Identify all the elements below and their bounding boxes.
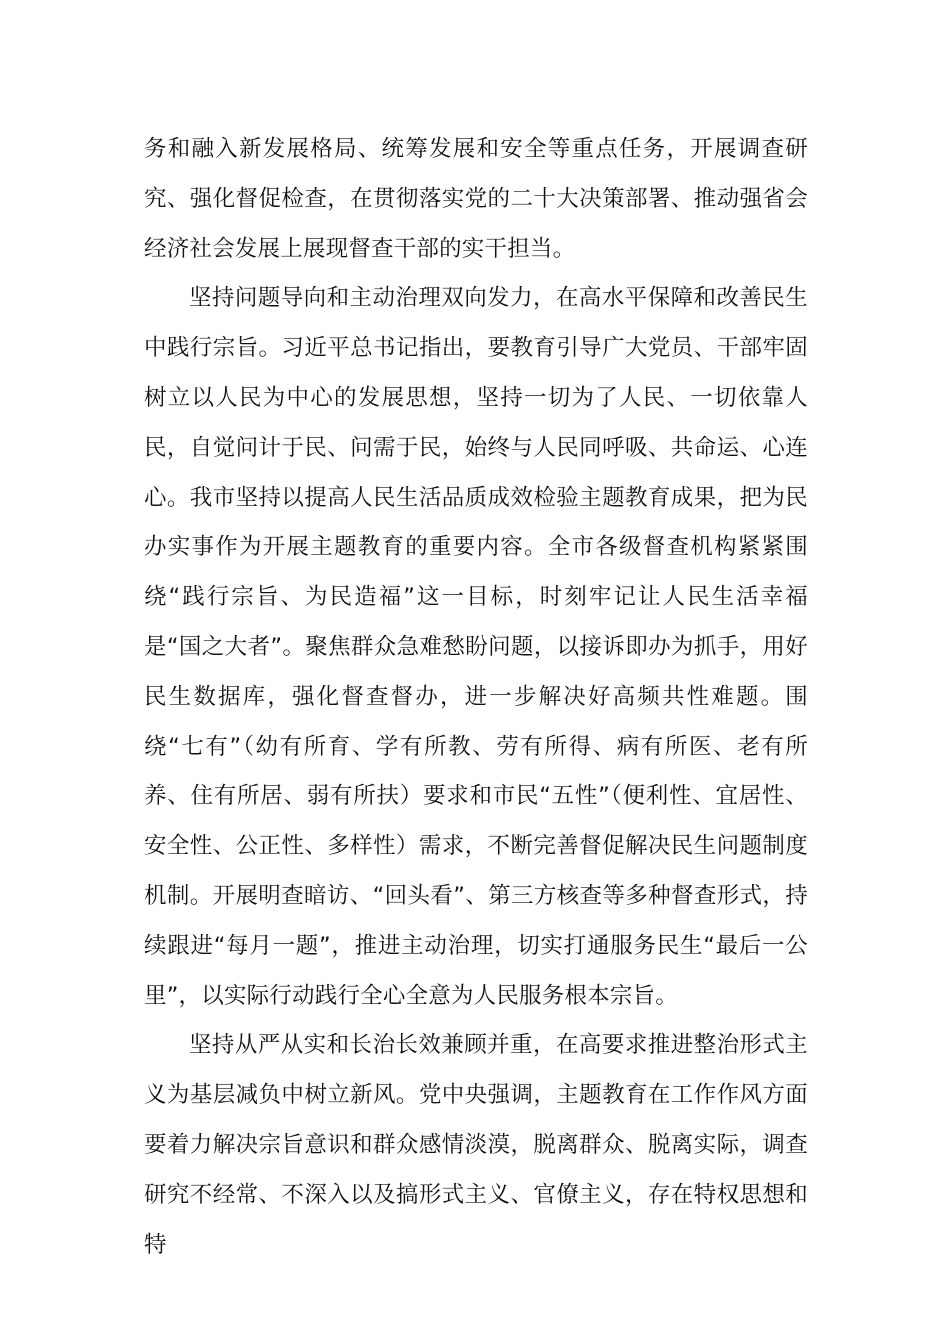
paragraph-formalism: 坚持从严从实和长治长效兼顾并重，在高要求推进整治形式主义为基层减负中树立新风。党中央强调，主题教育在工作作风方面要着力解决宗旨意识和群众感情淡漠，脱离群众、脱离实际，调查研究不经常、不深入以及搞形式主义、官僚主义，存在特权思想和特 — [144, 1032, 808, 1258]
paragraph-continuation: 务和融入新发展格局、统筹发展和安全等重点任务，开展调查研究、强化督促检查，在贯彻落实党的二十大决策部署、推动强省会经济社会发展上展现督查干部的实干担当。 — [144, 136, 808, 262]
document-body — [144, 125, 808, 1270]
paragraph-livelihood: 坚持问题导向和主动治理双向发力，在高水平保障和改善民生中践行宗旨。习近平总书记指出，要教育引导广大党员、干部牢固树立以人民为中心的发展思想，坚持一切为了人民、一切依靠人民，自觉问计于民、问需于民，始终与人民同呼吸、共命运、心连心。我市坚持以提高人民生活品质成效检验主题教育成果，把为民办实事作为开展主题教育的重要内容。全市各级督查机构紧紧围绕“践行宗旨、为民造福”这一目标，时刻牢记让人民生活幸福是“国之大者”。聚焦群众急难愁盼问题，以接诉即办为抓手，用好民生数据库，强化督查督办，进一步解决好高频共性难题。围绕“七有”（幼有所育、学有所教、劳有所得、病有所医、老有所养、住有所居、弱有所扶）要求和市民“五性”（便利性、宜居性、安全性、公正性、多样性）需求，不断完善督促解决民生问题制度机制。开展明查暗访、“回头看”、第三方核查等多种督查形式，持续跟进“每月一题”，推进主动治理，切实打通服务民生“最后一公里”，以实际行动践行全心全意为人民服务根本宗旨。 — [144, 285, 808, 1009]
